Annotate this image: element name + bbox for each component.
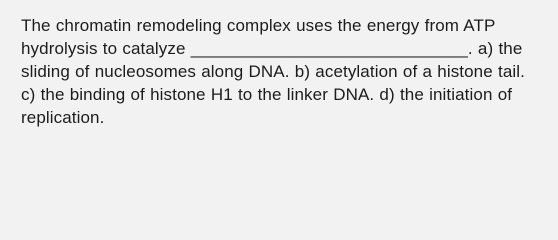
- question-text: The chromatin remodeling complex uses the energy from ATP hydrolysis to catalyze _____________________________. a) the sliding of nucleosomes along DNA. b) acetylation of a histone tail. c) the binding of histone H1 to the linker DNA. d) the initiation of replication.: [21, 16, 525, 127]
